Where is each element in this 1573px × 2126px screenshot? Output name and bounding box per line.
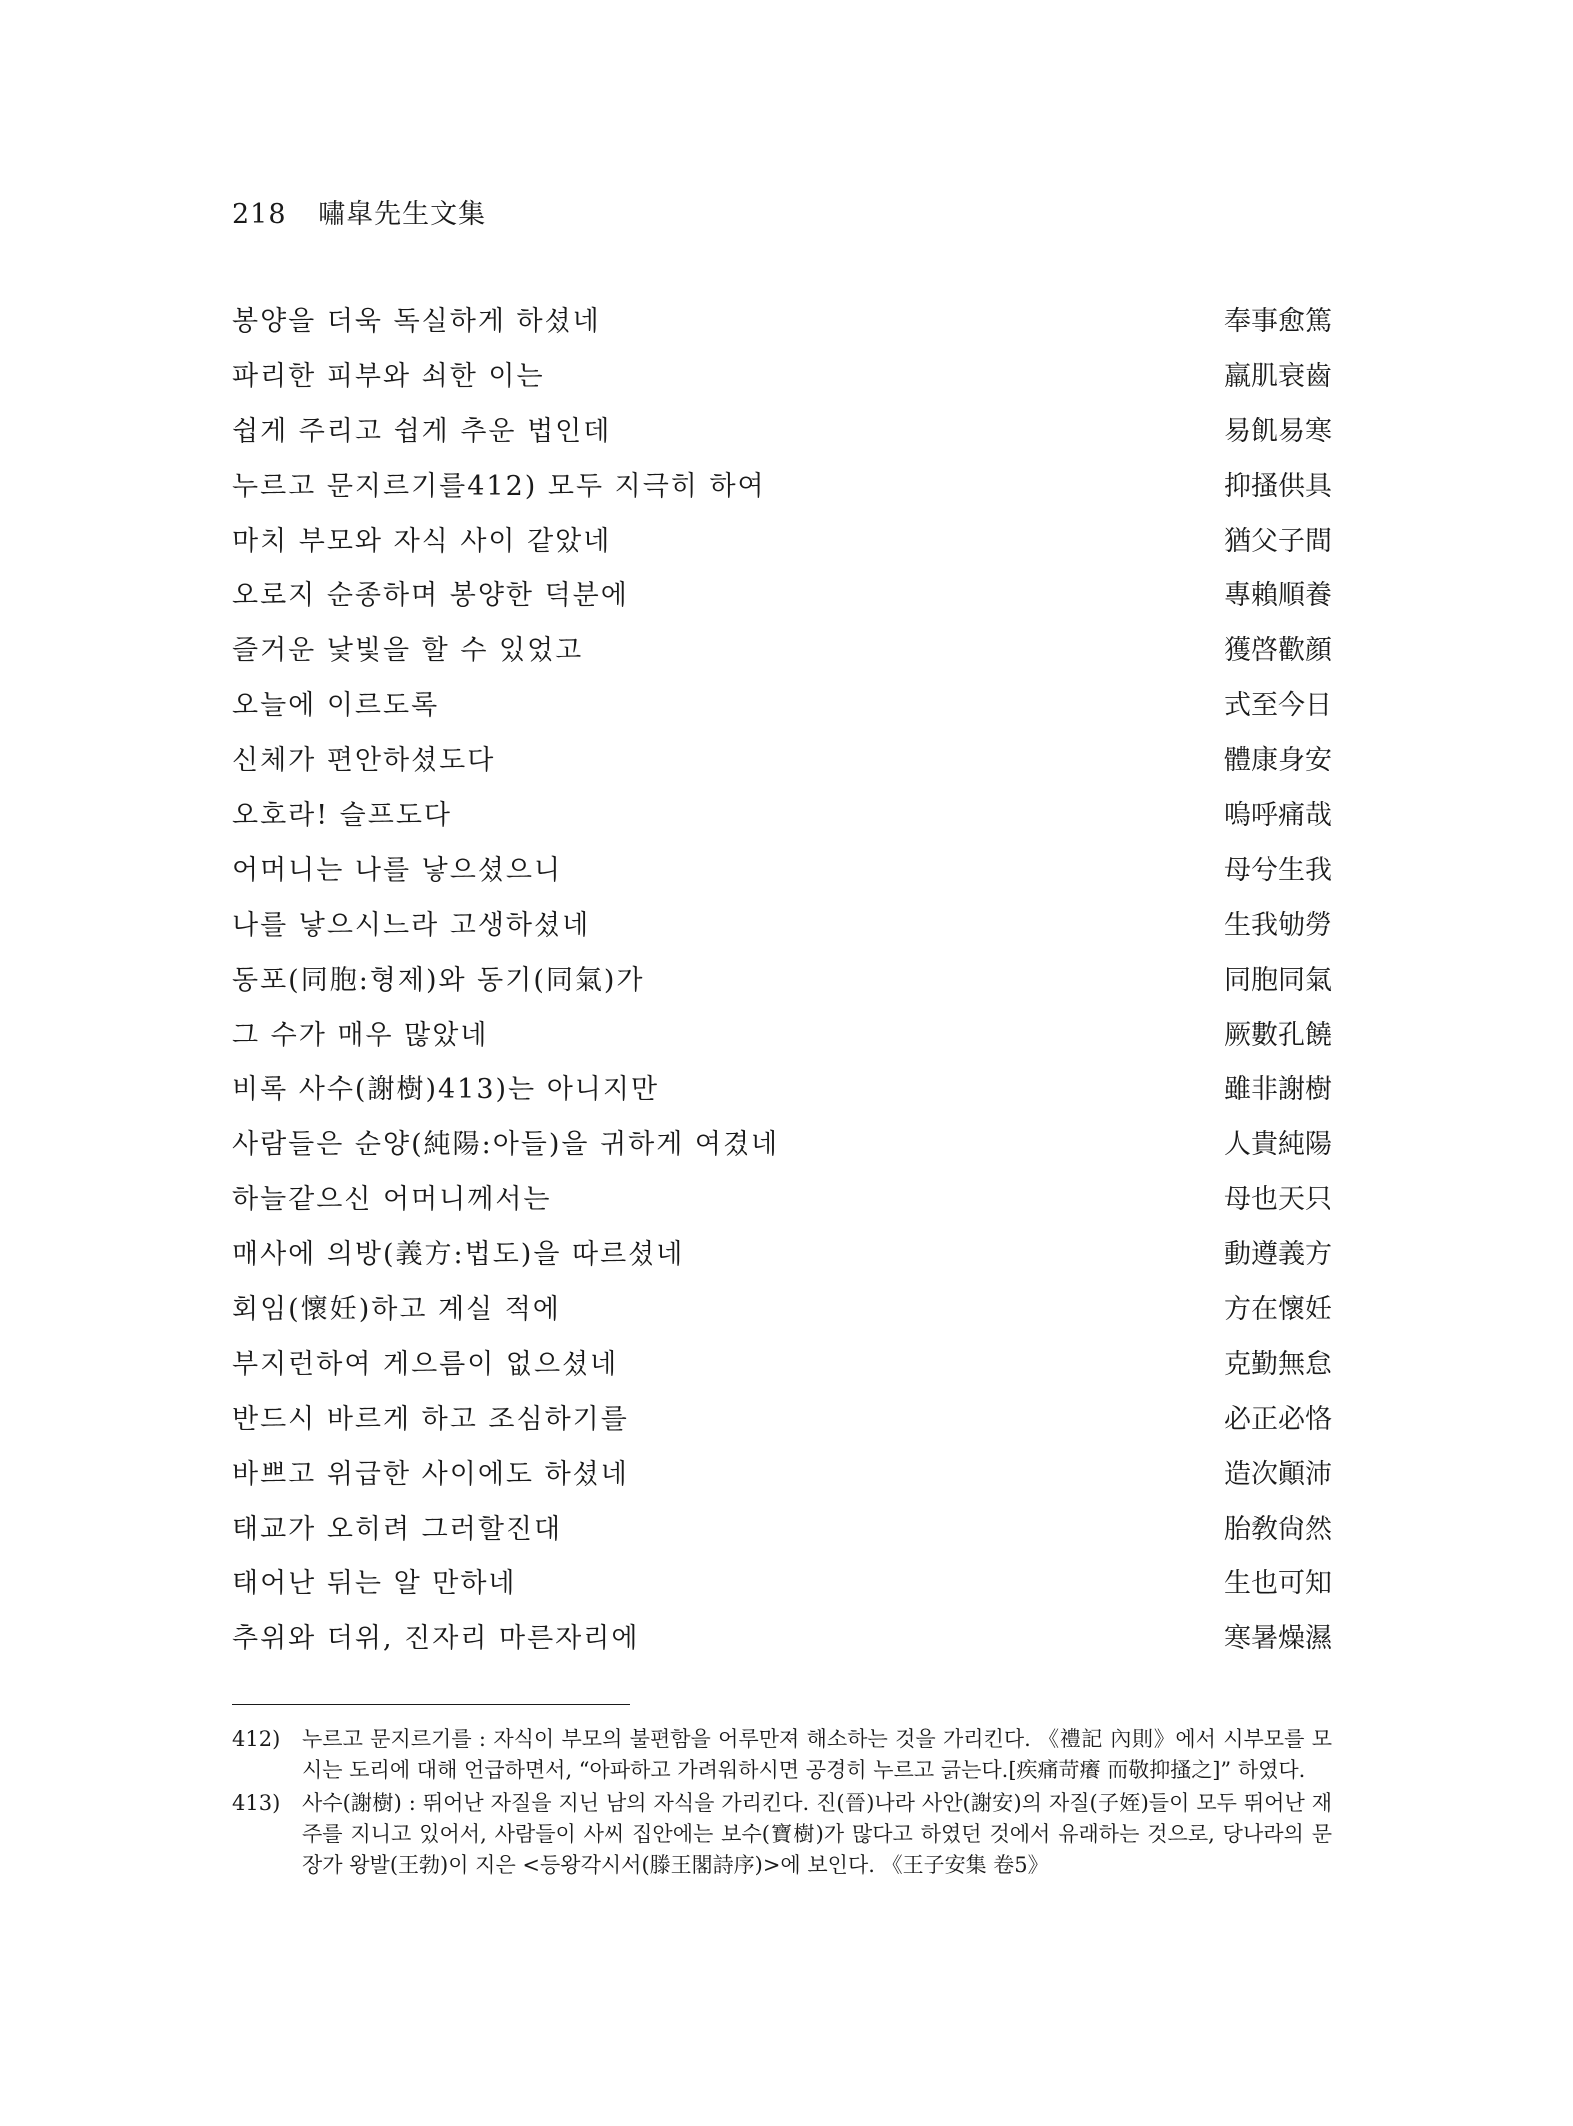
verse-korean: 어머니는 나를 낳으셨으니 [232, 854, 563, 886]
verse-hanja: 必正必恪 [1224, 1403, 1332, 1435]
verse-korean: 파리한 피부와 쇠한 이는 [232, 360, 545, 392]
verse-hanja: 同胞同氣 [1224, 964, 1332, 996]
verse-korean: 즐거운 낯빛을 할 수 있었고 [232, 635, 584, 667]
verse-korean: 부지런하여 게으름이 없으셨네 [232, 1348, 619, 1380]
verse-hanja: 羸肌衰齒 [1224, 360, 1332, 392]
verse-hanja: 方在懷妊 [1224, 1294, 1332, 1326]
running-head [232, 192, 486, 231]
verse-korean: 나를 낳으시느라 고생하셨네 [232, 909, 591, 941]
verse-hanja: 嗚呼痛哉 [1224, 800, 1332, 832]
verse-line [232, 1072, 1332, 1127]
verse-korean: 누르고 문지르기를412) 모두 지극히 하여 [232, 470, 766, 502]
verse-line [232, 798, 1332, 853]
verse-line [232, 1182, 1332, 1237]
verse-list [232, 304, 1332, 1676]
verse-hanja: 造次顚沛 [1224, 1458, 1332, 1490]
verse-line [232, 1621, 1332, 1676]
page-number: 218 [232, 199, 287, 230]
verse-korean: 추위와 더위, 진자리 마른자리에 [232, 1623, 640, 1655]
footnote-number: 413) [232, 1791, 281, 1815]
verse-line [232, 1457, 1332, 1512]
verse-korean: 오로지 순종하며 봉양한 덕분에 [232, 580, 629, 612]
verse-korean: 오호라! 슬프도다 [232, 800, 453, 832]
verse-hanja: 母兮生我 [1224, 854, 1332, 886]
verse-korean: 동포(同胞:형제)와 동기(同氣)가 [232, 964, 645, 996]
verse-hanja: 生也可知 [1224, 1568, 1332, 1600]
verse-korean: 태교가 오히려 그러할진대 [232, 1513, 563, 1545]
verse-korean: 하늘같으신 어머니께서는 [232, 1184, 552, 1216]
verse-hanja: 易飢易寒 [1224, 415, 1332, 447]
verse-hanja: 動遵義方 [1224, 1239, 1332, 1271]
verse-korean: 오늘에 이르도록 [232, 690, 440, 722]
verse-hanja: 厥數孔饒 [1224, 1019, 1332, 1051]
verse-line [232, 304, 1332, 359]
verse-line [232, 359, 1332, 414]
footnote-412 [232, 1724, 1332, 1786]
verse-korean: 마치 부모와 자식 사이 같았네 [232, 525, 612, 557]
verse-hanja: 猶父子間 [1224, 525, 1332, 557]
footnote-divider [232, 1704, 630, 1705]
verse-line [232, 1237, 1332, 1292]
verse-line [232, 963, 1332, 1018]
verse-line [232, 908, 1332, 963]
verse-hanja: 專賴順養 [1224, 580, 1332, 612]
verse-hanja: 奉事愈篤 [1224, 306, 1332, 337]
verse-line [232, 414, 1332, 469]
verse-line [232, 743, 1332, 798]
verse-korean: 봉양을 더욱 독실하게 하셨네 [232, 306, 601, 337]
footnote-text: 사수(謝樹) : 뛰어난 자질을 지닌 남의 자식을 가리킨다. 진(晉)나라 사안(謝安)의 자질(子姪)들이 모두 뛰어난 재주를 지니고 있어서, 사람들이 사씨 집안에는 보수(寶樹)가 많다고 하였던 것에서 유래하는 것으로, 당나라의 문장가 왕발(王勃)이 지은 <등왕각시서(滕王閣詩序)>에 보인다. 《王子安集 卷5》 [302, 1791, 1332, 1877]
verse-korean: 바쁘고 위급한 사이에도 하셨네 [232, 1458, 629, 1490]
book-title: 嘯皐先生文集 [318, 199, 487, 230]
verse-hanja: 克勤無怠 [1224, 1348, 1332, 1380]
verse-hanja: 體康身安 [1224, 745, 1332, 777]
footnote-413 [232, 1788, 1332, 1881]
verse-line [232, 578, 1332, 633]
verse-line [232, 1292, 1332, 1347]
verse-korean: 그 수가 매우 많았네 [232, 1019, 489, 1051]
verse-hanja: 雖非謝樹 [1224, 1074, 1332, 1106]
footnotes [232, 1724, 1332, 1883]
verse-korean: 매사에 의방(義方:법도)을 따르셨네 [232, 1239, 685, 1271]
verse-hanja: 胎敎尙然 [1224, 1513, 1332, 1545]
verse-hanja: 人貴純陽 [1224, 1129, 1332, 1161]
verse-korean: 쉽게 주리고 쉽게 추운 법인데 [232, 415, 612, 447]
verse-hanja: 抑搔供具 [1224, 470, 1332, 502]
verse-hanja: 獲啓歡顔 [1224, 635, 1332, 667]
verse-hanja: 寒暑燥濕 [1224, 1623, 1332, 1655]
verse-line [232, 1018, 1332, 1073]
verse-line [232, 1402, 1332, 1457]
verse-line [232, 1566, 1332, 1621]
verse-korean: 회임(懷妊)하고 계실 적에 [232, 1294, 561, 1326]
verse-line [232, 1512, 1332, 1567]
verse-line [232, 1127, 1332, 1182]
verse-line [232, 524, 1332, 579]
verse-hanja: 式至今日 [1224, 690, 1332, 722]
verse-line [232, 853, 1332, 908]
verse-hanja: 生我劬勞 [1224, 909, 1332, 941]
verse-korean: 비록 사수(謝樹)413)는 아니지만 [232, 1074, 660, 1106]
verse-line [232, 633, 1332, 688]
verse-line [232, 688, 1332, 743]
verse-hanja: 母也天只 [1224, 1184, 1332, 1216]
verse-korean: 태어난 뒤는 알 만하네 [232, 1568, 517, 1600]
footnote-number: 412) [232, 1727, 281, 1751]
footnote-text: 누르고 문지르기를 : 자식이 부모의 불편함을 어루만져 해소하는 것을 가리킨다. 《禮記 內則》에서 시부모를 모시는 도리에 대해 언급하면서, “아파하고 가려워하시면 공경히 누르고 긁는다.[疾痛苛癢 而敬抑搔之]” 하였다. [302, 1727, 1332, 1782]
verse-korean: 사람들은 순양(純陽:아들)을 귀하게 여겼네 [232, 1129, 780, 1161]
verse-korean: 반드시 바르게 하고 조심하기를 [232, 1403, 629, 1435]
verse-korean: 신체가 편안하셨도다 [232, 745, 496, 777]
verse-line [232, 1347, 1332, 1402]
verse-line [232, 469, 1332, 524]
